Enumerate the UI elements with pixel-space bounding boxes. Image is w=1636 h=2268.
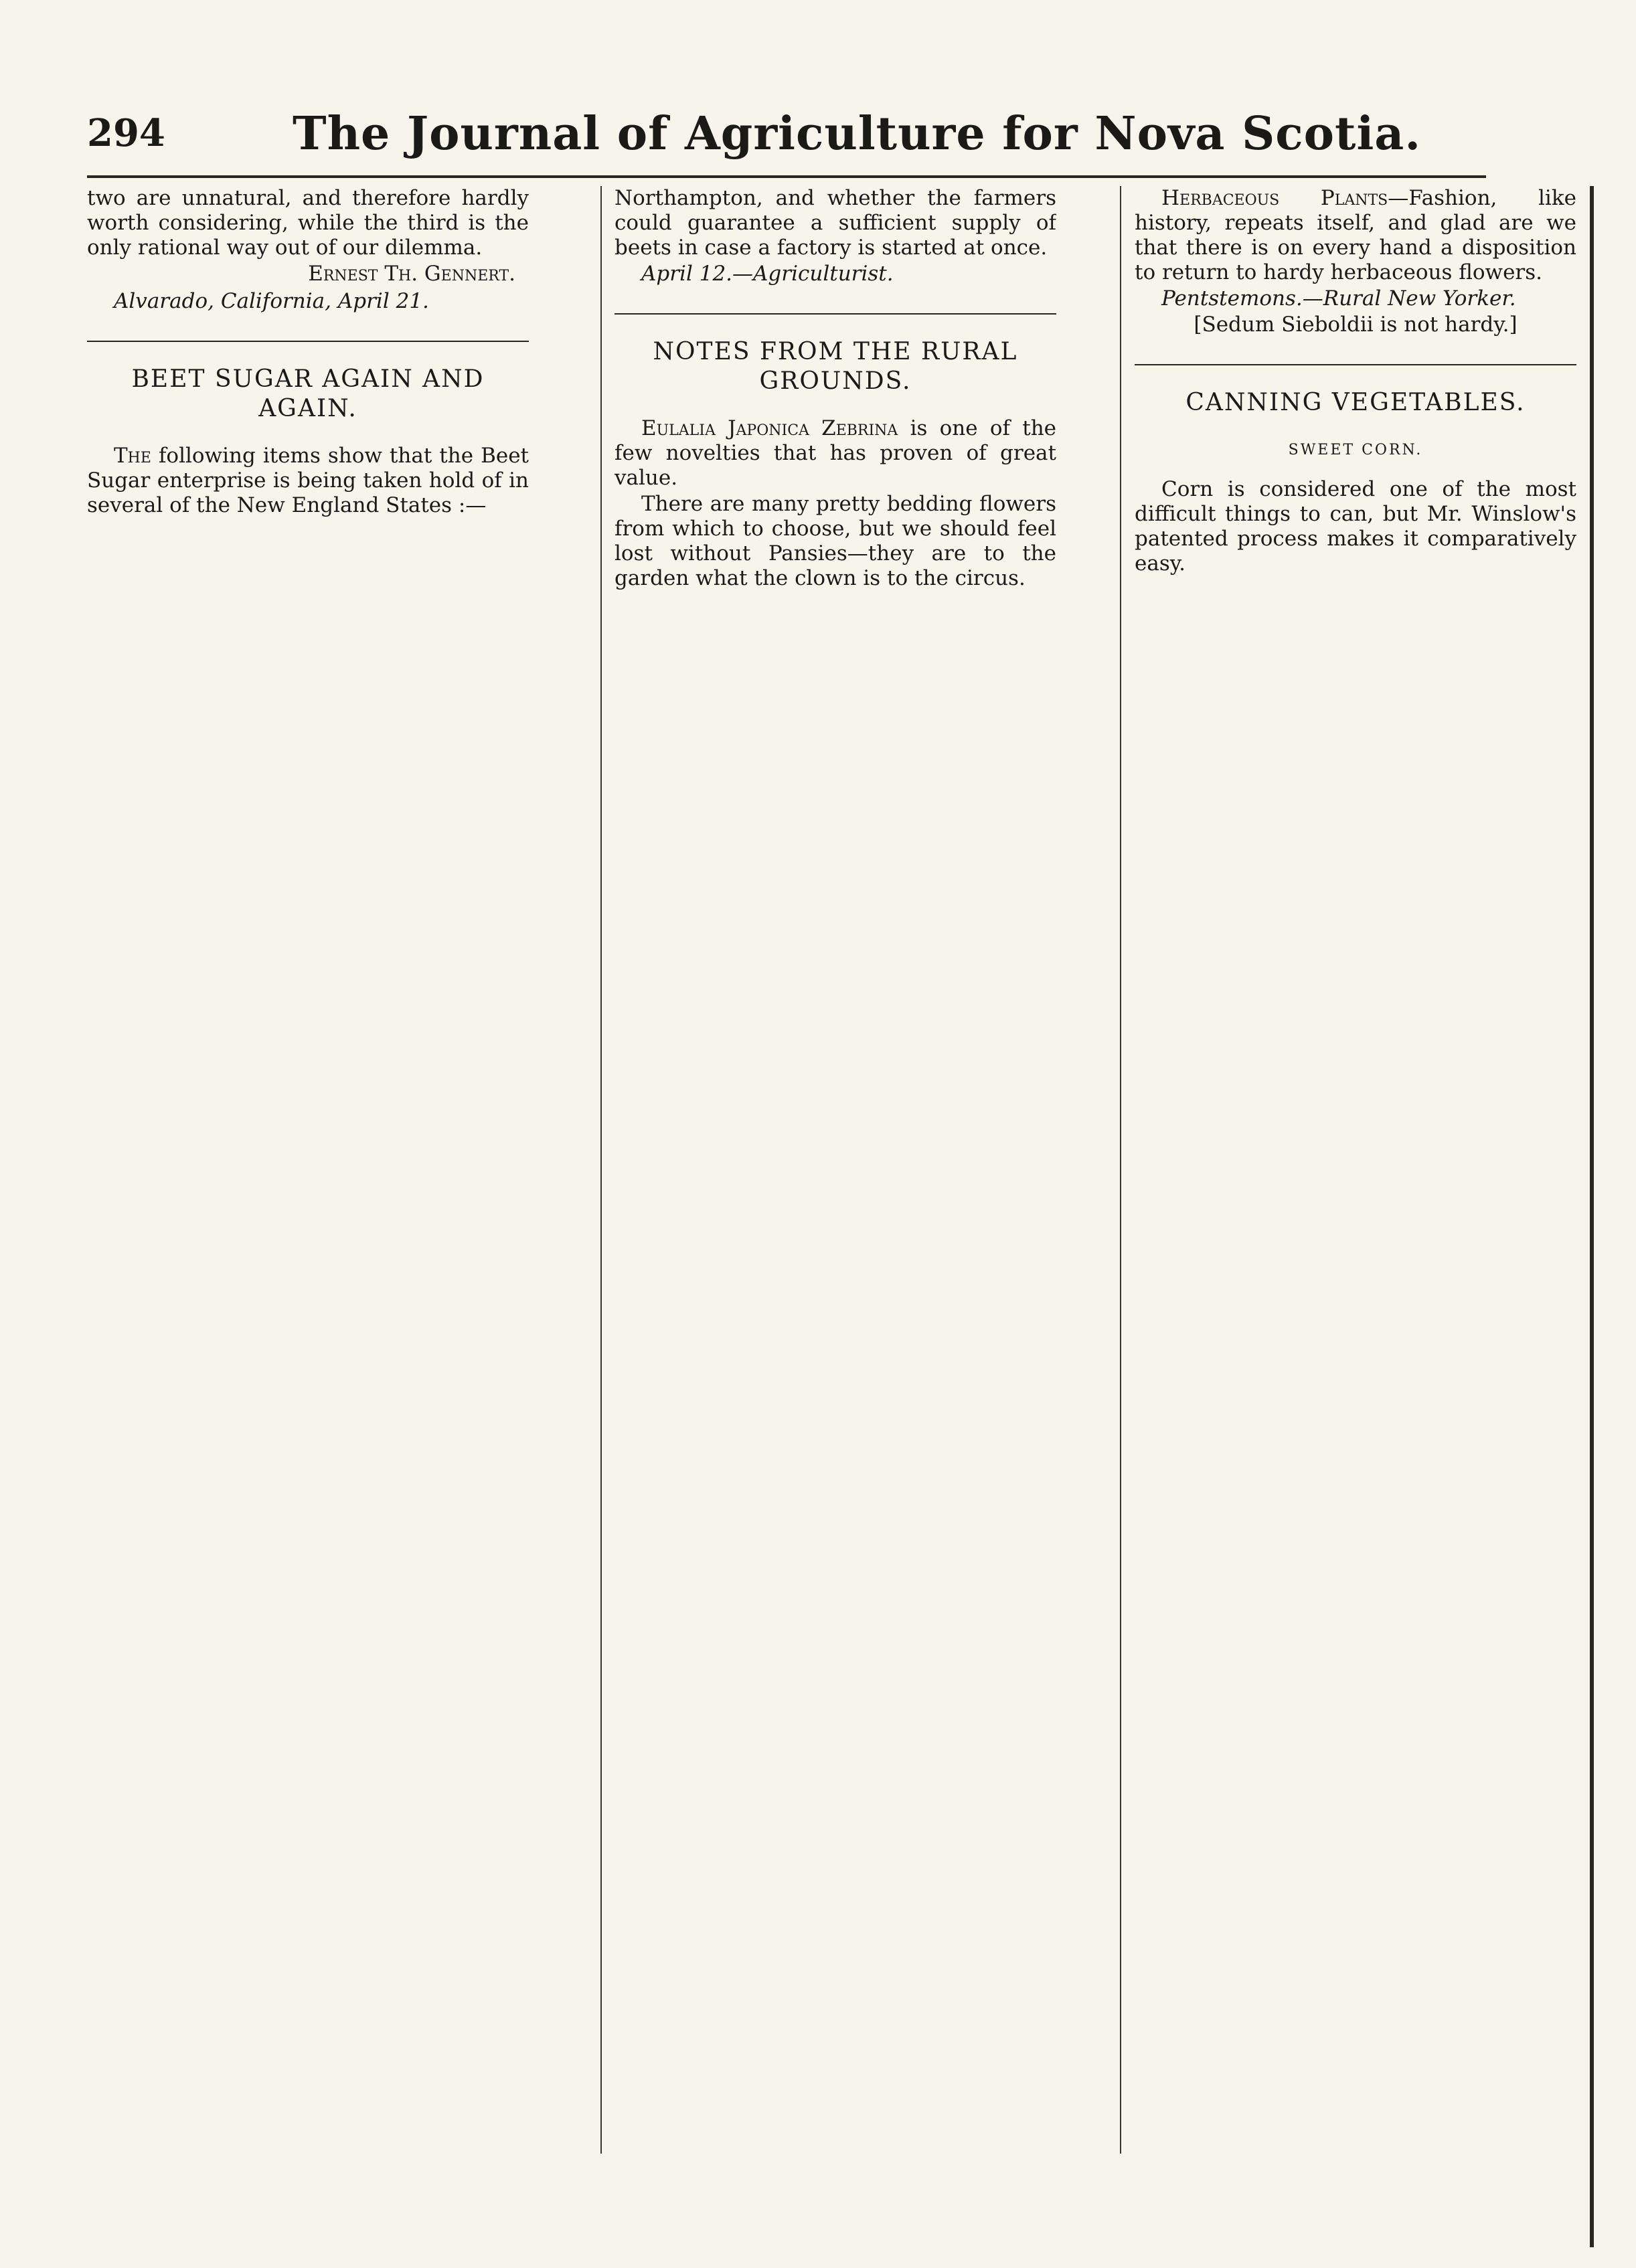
editor-note: [Sedum Sieboldii is not hardy.] — [1194, 313, 1518, 337]
column-divider-1 — [600, 186, 602, 2154]
beet-sugar-body: following items show that the Beet Sugar enterprise is being taken hold of in several of the New England States :— — [87, 444, 529, 517]
rural-grounds-body: is one of the few novelties that has proven of great value. — [615, 416, 1056, 490]
canning-title: CANNING VEGETABLES. — [1185, 389, 1526, 416]
herbaceous-body: —Fashion, like history, repeats itself, and glad are we that there is on every hand a disposition to return to hardy herbaceous flowers. — [1135, 186, 1576, 284]
canning-subtitle: SWEET CORN. — [1288, 442, 1423, 458]
beet-sugar-continued-excerpt: Northampton, and whether the farmers could guarantee a sufficient supply of beets in case a factory is started at once. — [615, 186, 1056, 260]
column-2 — [615, 186, 1056, 2234]
canning-excerpt: Corn is considered one of the most difficult things to can, but Mr. Winslow's patented process makes it comparatively easy. — [1135, 477, 1576, 576]
column-3 — [1135, 186, 1576, 2234]
herbaceous-credit: Pentstemons.—Rural New Yorker. — [1161, 286, 1516, 311]
author-dateline: Alvarado, California, April 21. — [114, 289, 429, 313]
section-rule — [1135, 364, 1576, 365]
beet-sugar-lead: The — [114, 444, 151, 468]
beet-sugar-excerpt — [87, 444, 529, 518]
section-rule — [615, 313, 1056, 315]
journal-title: The Journal of Agriculture for Nova Scotia. — [292, 107, 1422, 161]
masthead — [87, 107, 1486, 161]
herbaceous-excerpt — [1135, 186, 1576, 285]
beet-sugar-title: BEET SUGAR AGAIN AND AGAIN. — [131, 365, 485, 422]
rural-grounds-excerpt — [615, 416, 1056, 491]
rural-grounds-lead: Eulalia Japonica Zebrina — [641, 416, 898, 440]
page-edge-rule — [1590, 186, 1594, 2247]
author-signature: Ernest Th. Gennert. — [308, 262, 515, 286]
column-1 — [87, 186, 529, 2234]
column-divider-2 — [1120, 186, 1121, 2154]
article-continuation-excerpt: two are unnatural, and therefore hardly worth considering, while the third is the only rational way out of our dilemma. — [87, 186, 529, 260]
rural-grounds-title: NOTES FROM THE RURAL GROUNDS. — [653, 338, 1018, 395]
rural-grounds-closing-excerpt: There are many pretty bedding flowers from which to choose, but we should feel lost without Pansies—they are to the garden what the clown is to the circus. — [615, 492, 1056, 590]
page-number: 294 — [87, 111, 165, 155]
header-rule — [87, 175, 1486, 178]
beet-sugar-credit: April 12.—Agriculturist. — [641, 262, 894, 286]
herbaceous-lead: Herbaceous Plants — [1161, 186, 1388, 210]
section-rule — [87, 341, 529, 342]
